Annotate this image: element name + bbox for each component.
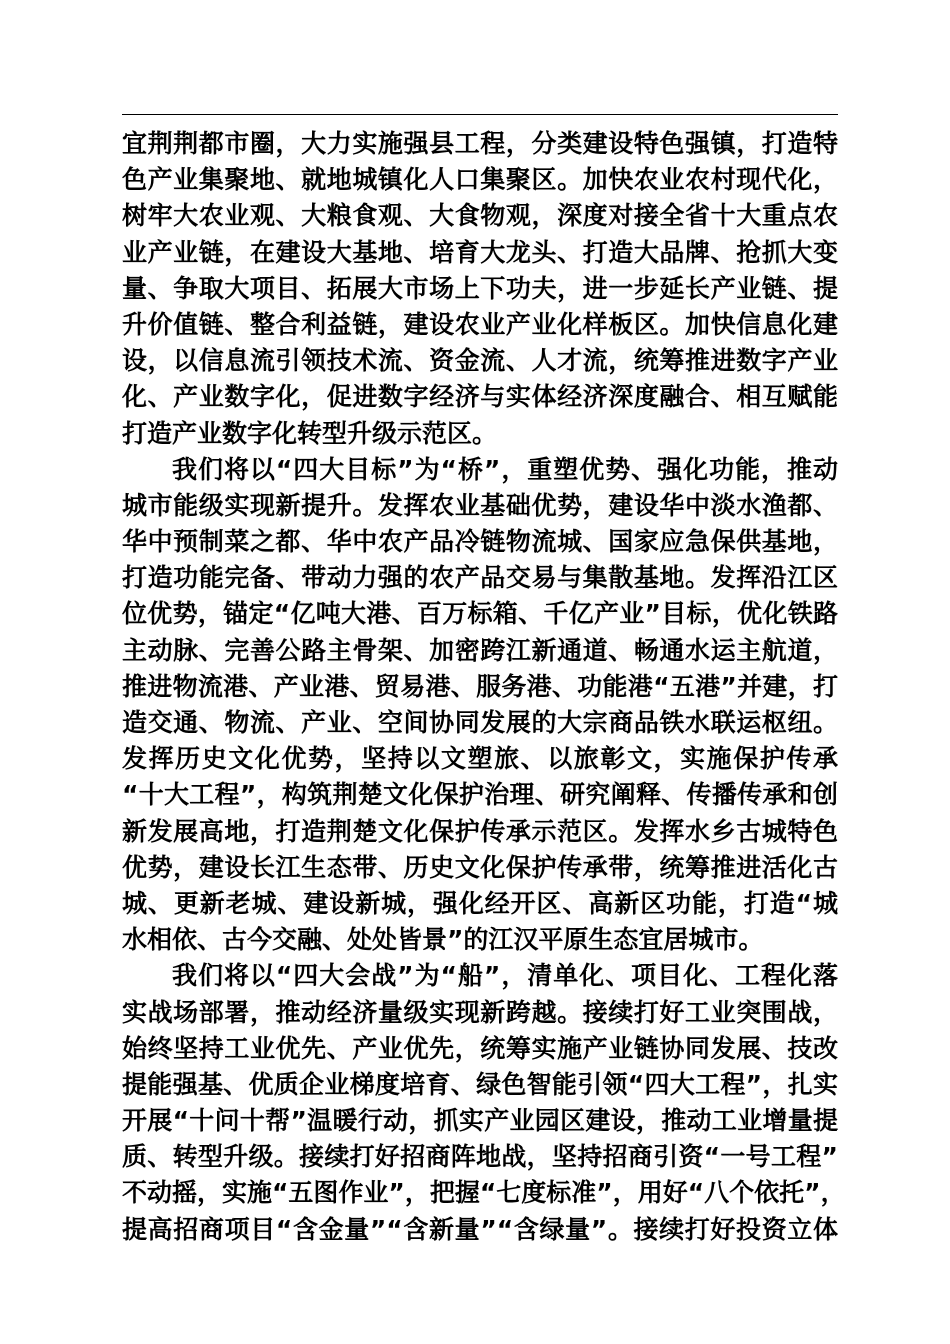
document-body <box>122 126 846 1248</box>
text-line: 我们将以“四大目标”为“桥”，重塑优势、强化功能，推动 <box>172 454 838 484</box>
text-line: 优势，建设长江生态带、历史文化保护传承带，统筹推进活化古 <box>122 852 838 882</box>
text-line: 质、转型升级。接续打好招商阵地战，坚持招商引资“一号工程” <box>122 1142 838 1172</box>
text-line: 业产业链，在建设大基地、培育大龙头、打造大品牌、抢抓大变 <box>122 237 838 267</box>
text-line: 造交通、物流、产业、空间协同发展的大宗商品铁水联运枢纽。 <box>122 708 838 737</box>
header-rule <box>122 114 838 115</box>
text-line: 我们将以“四大会战”为“船”，清单化、项目化、工程化落 <box>172 961 838 991</box>
text-line: 发挥历史文化优势，坚持以文塑旅、以旅彰文，实施保护传承 <box>122 744 838 774</box>
text-line: 提高招商项目“含金量”“含新量”“含绿量”。接续打好投资立体 <box>122 1214 838 1244</box>
text-line: 量、争取大项目、拓展大市场上下功夫，进一步延长产业链、提 <box>122 273 838 303</box>
text-line: 打造产业数字化转型升级示范区。 <box>122 418 498 448</box>
text-line: 位优势，锚定“亿吨大港、百万标箱、千亿产业”目标，优化铁路 <box>122 599 838 629</box>
text-line: 新发展高地，打造荆楚文化保护传承示范区。发挥水乡古城特色 <box>122 816 838 846</box>
text-line: 水相依、古今交融、处处皆景”的江汉平原生态宜居城市。 <box>122 925 764 955</box>
text-line: 提能强基、优质企业梯度培育、绿色智能引领“四大工程”，扎实 <box>122 1069 838 1099</box>
text-line: 设，以信息流引领技术流、资金流、人才流，统筹推进数字产业 <box>122 346 838 376</box>
text-line: 色产业集聚地、就地城镇化人口集聚区。加快农业农村现代化， <box>122 165 838 195</box>
text-line: 升价值链、整合利益链，建设农业产业化样板区。加快信息化建 <box>122 309 838 339</box>
text-line: 宜荆荆都市圈，大力实施强县工程，分类建设特色强镇，打造特 <box>122 129 838 158</box>
text-line: 实战场部署，推动经济量级实现新跨越。接续打好工业突围战， <box>122 997 838 1027</box>
text-line: 推进物流港、产业港、贸易港、服务港、功能港“五港”并建，打 <box>122 671 838 701</box>
text-line: 开展“十问十帮”温暖行动，抓实产业园区建设，推动工业增量提 <box>122 1106 838 1136</box>
text-line: “十大工程”，构筑荆楚文化保护治理、研究阐释、传播传承和创 <box>122 780 838 810</box>
text-line: 城市能级实现新提升。发挥农业基础优势，建设华中淡水渔都、 <box>122 490 838 520</box>
text-line: 化、产业数字化，促进数字经济与实体经济深度融合、相互赋能 <box>122 382 838 412</box>
text-line: 不动摇，实施“五图作业”，把握“七度标准”，用好“八个依托”， <box>122 1178 846 1208</box>
text-line: 树牢大农业观、大粮食观、大食物观，深度对接全省十大重点农 <box>122 201 838 231</box>
text-line: 城、更新老城、建设新城，强化经开区、高新区功能，打造“城 <box>122 888 838 918</box>
text-line: 主动脉、完善公路主骨架、加密跨江新通道、畅通水运主航道， <box>122 635 838 665</box>
text-line: 华中预制菜之都、华中农产品冷链物流城、国家应急保供基地， <box>122 527 838 557</box>
text-line: 打造功能完备、带动力强的农产品交易与集散基地。发挥沿江区 <box>122 563 838 593</box>
text-line: 始终坚持工业优先、产业优先，统筹实施产业链协同发展、技改 <box>122 1033 838 1063</box>
